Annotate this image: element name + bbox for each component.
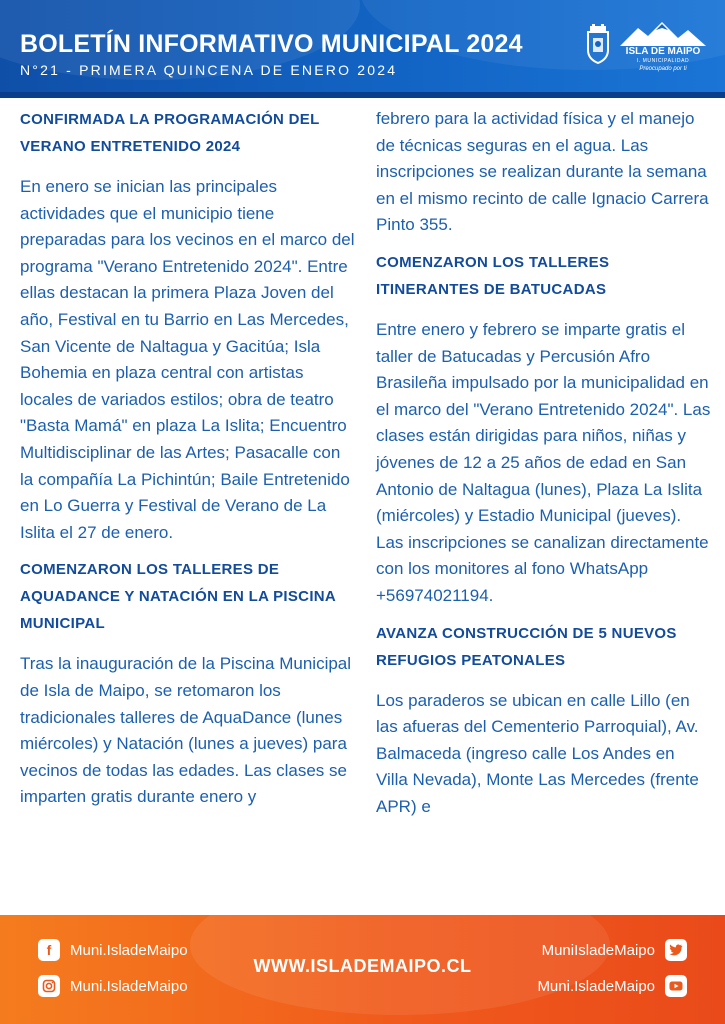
article-body: En enero se inician las principales actividades que el municipio tiene preparadas para los vecinos en el marco del programa "Verano Entretenido 2024". Entre ellas destacan la primera Plaza Joven del año, Festival en tu Barrio en Las Mercedes, San Vicente de Naltagua y Gacitúa; Isla Bohemia en plaza central con artistas locales de variados estilos; obra de teatro "Basta Mamá" en plaza La Islita; Encuentro Multidisciplinar de las Artes; Pasacalle con la compañía La Pichintún; Baile Entretenido en Lo Guerra y Festival de Verano de La Islita el 27 de enero.	[20, 177, 355, 542]
page-title: BOLETÍN INFORMATIVO MUNICIPAL 2024	[20, 30, 523, 58]
article-body: Entre enero y febrero se imparte gratis el taller de Batucadas y Percusión Afro Brasileña impulsado por la municipalidad en el marco del "Verano Entretenido 2024". Las clases están dirigidas para niños, niñas y jóvenes de 12 a 25 años de edad en San Antonio de Naltagua (lunes), Plaza La Islita (miércoles) y Estadio Municipal (jueves). Las inscripciones se canalizan directamente con los monitores al fono WhatsApp +56974021194.	[376, 319, 711, 605]
instagram-handle: Muni.IsladeMaipo	[70, 977, 188, 995]
header-stripe	[0, 92, 725, 98]
right-column	[376, 106, 711, 830]
footer-banner	[0, 915, 725, 1024]
article-body: Tras la inauguración de la Piscina Municipal de Isla de Maipo, se retomaron los tradicionales talleres de AquaDance (lunes miércoles) y Natación (lunes a jueves) para vecinos de todas las edades. Las clases se imparten gratis durante enero y	[20, 654, 352, 807]
left-column	[20, 106, 355, 821]
article-heading: COMENZARON LOS TALLERES ITINERANTES DE BATUCADAS	[376, 253, 610, 298]
municipality-logo[interactable]	[584, 20, 714, 84]
instagram-icon	[38, 975, 60, 997]
instagram-link[interactable]	[38, 974, 188, 998]
logo-tagline: Preocupado por ti	[639, 66, 687, 72]
facebook-handle: Muni.IsladeMaipo	[70, 941, 188, 959]
page-subtitle: N°21 - PRIMERA QUINCENA DE ENERO 2024	[20, 62, 398, 78]
header-banner	[0, 0, 725, 98]
youtube-handle: Muni.IsladeMaipo	[537, 977, 655, 995]
website-link[interactable]: WWW.ISLADEMAIPO.CL	[253, 956, 472, 976]
logo-name: ISLA DE MAIPO	[625, 46, 701, 57]
article-heading: AVANZA CONSTRUCCIÓN DE 5 NUEVOS REFUGIOS PEATONALES	[376, 624, 677, 669]
twitter-handle: MuniIsladeMaipo	[541, 941, 655, 959]
facebook-icon: f	[38, 939, 60, 961]
youtube-icon	[665, 975, 687, 997]
article-body-continued: febrero para la actividad física y el manejo de técnicas seguras en el agua. Las inscripciones se realizan durante la semana en el mismo recinto de calle Ignacio Carrera Pinto 355.	[376, 109, 709, 235]
article-heading: CONFIRMADA LA PROGRAMACIÓN DEL VERANO ENTRETENIDO 2024	[20, 111, 320, 155]
coat-of-arms-icon	[584, 24, 612, 64]
article-heading: COMENZARON LOS TALLERES DE AQUADANCE Y NATACIÓN EN LA PISCINA MUNICIPAL	[20, 561, 336, 633]
article-body: Los paraderos se ubican en calle Lillo (en las afueras del Cementerio Parroquial), Av. Balmaceda (ingreso calle Los Andes en Villa Nevada), Monte Las Mercedes (frente APR) e	[376, 690, 699, 816]
twitter-link[interactable]	[542, 938, 687, 962]
twitter-icon	[665, 939, 687, 961]
youtube-link[interactable]	[537, 974, 687, 998]
logo-subname: I. MUNICIPALIDAD	[636, 58, 690, 64]
